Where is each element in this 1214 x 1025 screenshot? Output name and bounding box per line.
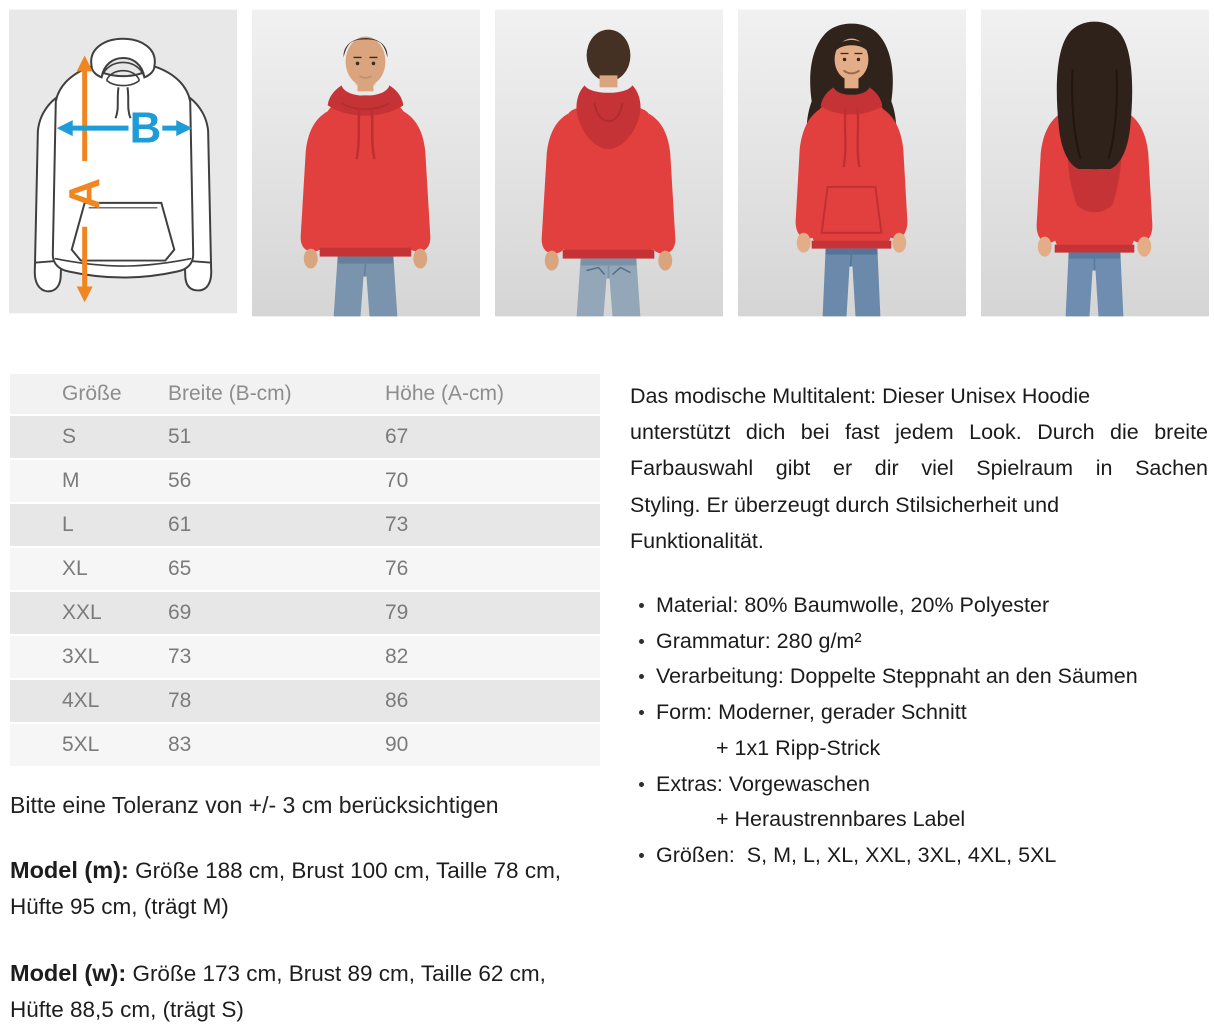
- photo-woman-front[interactable]: [738, 9, 966, 317]
- size-table-cell: 82: [385, 636, 600, 678]
- size-table-cell: XXL: [10, 592, 168, 634]
- size-table-cell: 83: [168, 724, 385, 766]
- size-table-row: [10, 724, 600, 766]
- man-back-illustration: [495, 9, 723, 317]
- model-w-line2: Hüfte 88,5 cm, (trägt S): [10, 997, 244, 1022]
- feature-subitem: + 1x1 Ripp-Strick: [716, 735, 881, 760]
- photo-man-back[interactable]: [495, 9, 723, 317]
- size-table-cell: 86: [385, 680, 600, 722]
- man-front-illustration: [252, 9, 480, 317]
- size-table-row: [10, 504, 600, 546]
- size-table-cell: 73: [168, 636, 385, 678]
- hoodie-measurement-diagram: [9, 9, 237, 314]
- size-table: [10, 372, 600, 768]
- size-table-cell: 67: [385, 416, 600, 458]
- size-table-cell: S: [10, 416, 168, 458]
- col-header-breite: Breite (B-cm): [168, 374, 385, 414]
- woman-back-illustration: [981, 9, 1209, 317]
- size-table-cell: 90: [385, 724, 600, 766]
- size-table-row: [10, 592, 600, 634]
- description-line: Farbauswahl gibt er dir viel Spielraum in Sachen: [630, 456, 1208, 481]
- size-table-row: [10, 416, 600, 458]
- model-w-line1: Model (w): Größe 173 cm, Brust 89 cm, Taille 62 cm,: [10, 960, 546, 986]
- feature-item: [630, 588, 1212, 624]
- photo-woman-back[interactable]: [981, 9, 1209, 317]
- description-line: Funktionalität.: [630, 528, 764, 553]
- size-table-section: [10, 372, 600, 768]
- size-table-cell: 5XL: [10, 724, 168, 766]
- label-b: B: [129, 103, 162, 153]
- size-table-header-row: [10, 374, 600, 414]
- model-w-note: [10, 955, 605, 1025]
- description-line: Das modische Multitalent: Dieser Unisex Hoodie: [630, 384, 1091, 408]
- feature-item: [630, 767, 1212, 838]
- size-table-row: [10, 680, 600, 722]
- product-description: [630, 378, 1208, 559]
- size-table-cell: 65: [168, 548, 385, 590]
- size-table-cell: 76: [385, 548, 600, 590]
- size-table-cell: 3XL: [10, 636, 168, 678]
- size-table-cell: 4XL: [10, 680, 168, 722]
- size-table-row: [10, 636, 600, 678]
- size-table-row: [10, 548, 600, 590]
- size-diagram-image[interactable]: [9, 9, 237, 317]
- feature-text: Material: 80% Baumwolle, 20% Polyester: [656, 593, 1050, 617]
- label-a: A: [60, 178, 110, 210]
- size-table-cell: 51: [168, 416, 385, 458]
- size-table-cell: 79: [385, 592, 600, 634]
- size-table-cell: 70: [385, 460, 600, 502]
- feature-text: Form: Moderner, gerader Schnitt: [656, 700, 967, 725]
- photo-man-front[interactable]: [252, 9, 480, 317]
- product-image-strip: [9, 9, 1209, 317]
- size-table-cell: 61: [168, 504, 385, 546]
- model-m-line2: Hüfte 95 cm, (trägt M): [10, 894, 229, 919]
- description-line: unterstützt dich bei fast jedem Look. Durch die breite: [630, 420, 1208, 445]
- feature-text: Grammatur: 280 g/m²: [656, 628, 862, 653]
- feature-text: Verarbeitung: Doppelte Steppnaht an den Säumen: [656, 664, 1138, 689]
- feature-item: [630, 659, 1212, 695]
- feature-text: Extras: Vorgewaschen: [656, 771, 870, 796]
- feature-subitem: + Heraustrennbares Label: [716, 807, 966, 832]
- model-m-line1: Model (m): Größe 188 cm, Brust 100 cm, Taille 78 cm,: [10, 857, 562, 883]
- model-w-label: Model (w):: [10, 960, 127, 986]
- col-header-hoehe: Höhe (A-cm): [385, 374, 600, 414]
- tolerance-note: Bitte eine Toleranz von +/- 3 cm berücksichtigen: [10, 792, 499, 818]
- size-table-cell: L: [10, 504, 168, 546]
- size-table-cell: 56: [168, 460, 385, 502]
- size-table-cell: 78: [168, 680, 385, 722]
- woman-front-illustration: [738, 9, 966, 317]
- feature-list: [630, 588, 1212, 874]
- feature-item: [630, 624, 1212, 660]
- size-table-body: [10, 416, 600, 766]
- feature-item: [630, 695, 1212, 766]
- size-table-cell: 69: [168, 592, 385, 634]
- model-m-note: [10, 852, 605, 925]
- feature-item: [630, 838, 1212, 874]
- size-table-cell: XL: [10, 548, 168, 590]
- size-table-row: [10, 460, 600, 502]
- col-header-groesse: Größe: [10, 374, 168, 414]
- model-m-label: Model (m):: [10, 857, 129, 883]
- size-table-cell: 73: [385, 504, 600, 546]
- feature-text: Größen: S, M, L, XL, XXL, 3XL, 4XL, 5XL: [656, 842, 1057, 867]
- size-table-cell: M: [10, 460, 168, 502]
- description-line: Styling. Er überzeugt durch Stilsicherheit und: [630, 492, 1060, 517]
